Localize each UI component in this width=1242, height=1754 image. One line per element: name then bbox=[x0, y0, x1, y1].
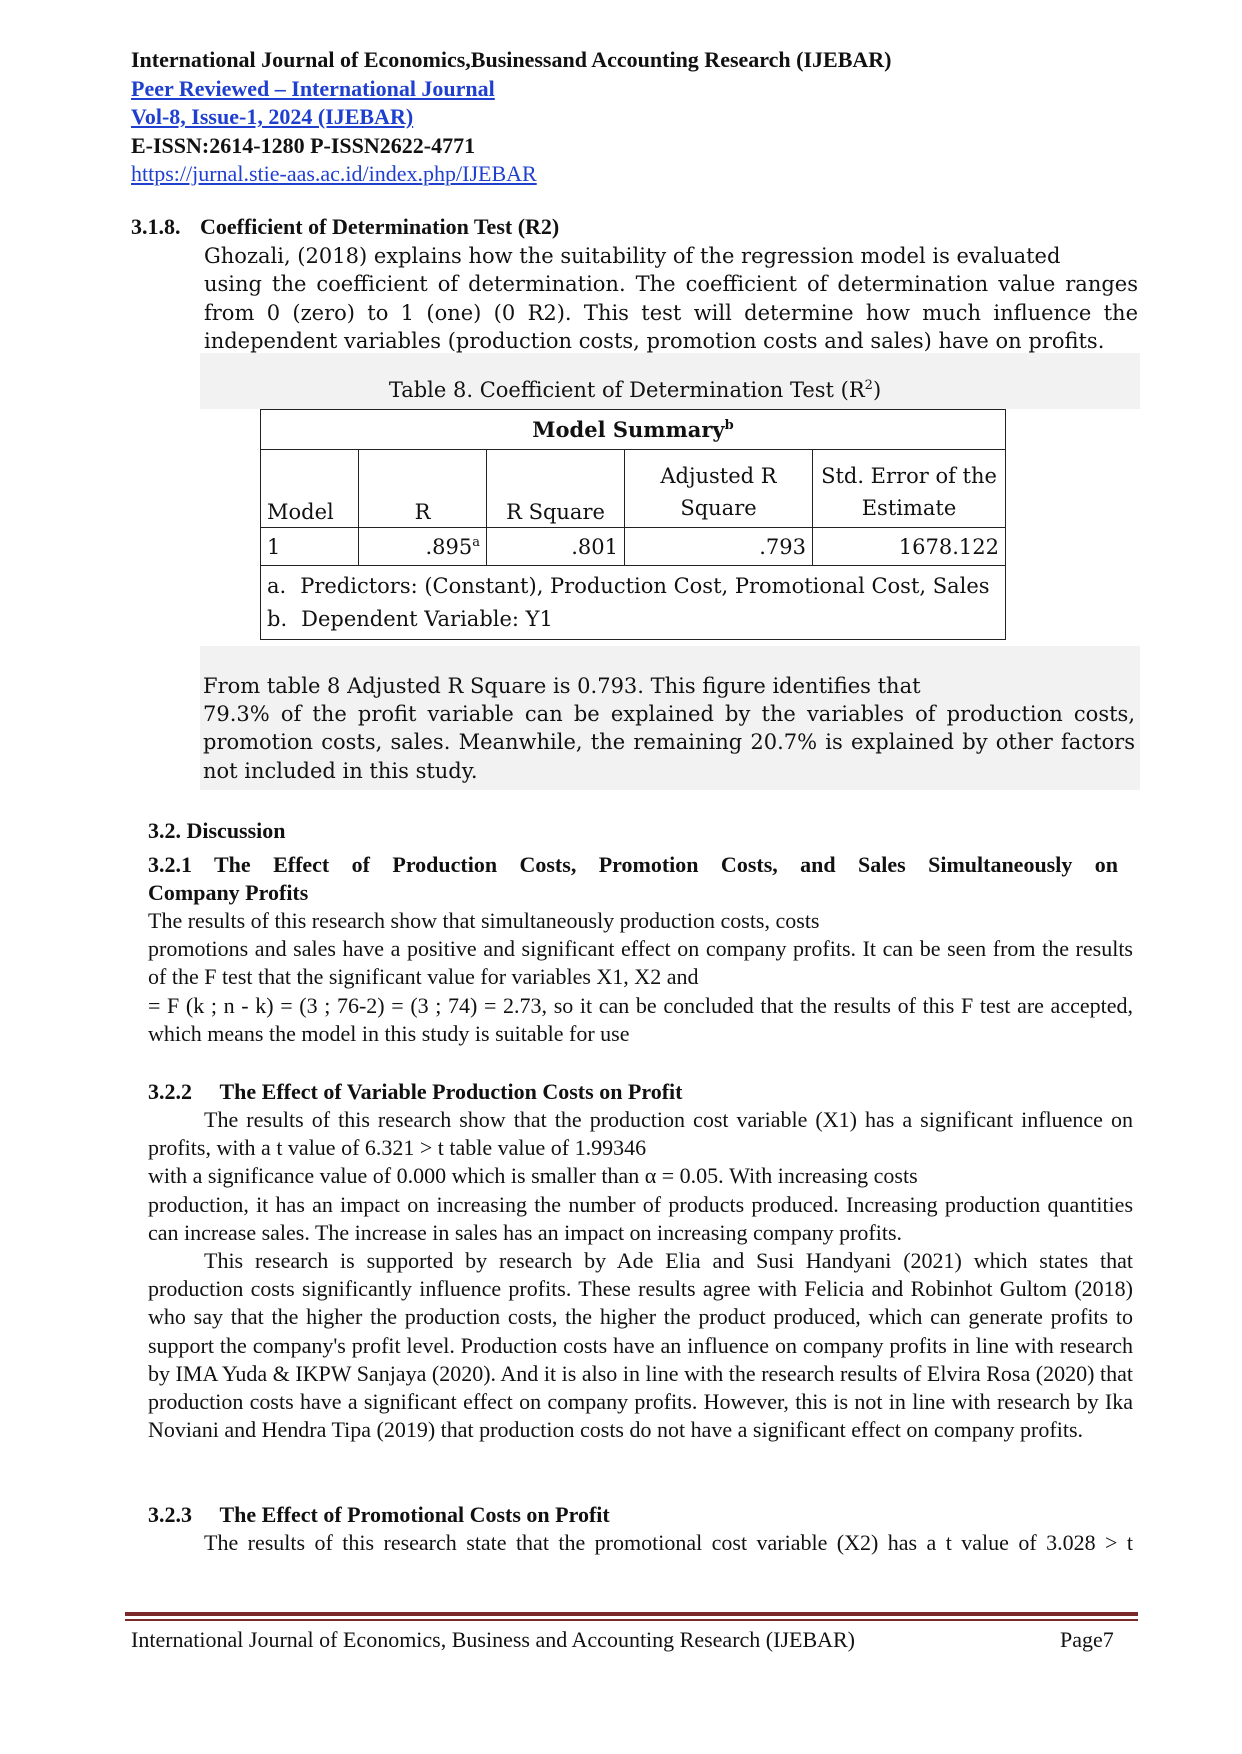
section-3-2-2-heading bbox=[148, 1078, 683, 1106]
header-r: R bbox=[359, 450, 487, 528]
table-caption bbox=[200, 378, 1070, 402]
header-adjusted-line2: Square bbox=[680, 496, 757, 520]
section-3-2-2-body bbox=[148, 1106, 1133, 1444]
section-3-2-1-body bbox=[148, 907, 1133, 1048]
peer-reviewed-link[interactable]: Peer Reviewed – International Journal bbox=[131, 75, 495, 101]
paragraph: The results of this research show that the production cost variable (X1) has a significant influence on profits, with a t value of 6.321 > t table value of 1.99346 bbox=[148, 1107, 1133, 1161]
header-std-error bbox=[813, 450, 1006, 528]
volume-link[interactable]: Vol-8, Issue-1, 2024 (IJEBAR) bbox=[131, 104, 414, 129]
r-superscript: a bbox=[472, 534, 480, 550]
note-a-label: a. bbox=[267, 573, 287, 598]
journal-header bbox=[131, 46, 892, 189]
header-std-line2: Estimate bbox=[861, 496, 957, 520]
note-a-text: Predictors: (Constant), Production Cost, Promotional Cost, Sales bbox=[300, 573, 990, 598]
cell-adjusted-r-square: .793 bbox=[625, 528, 813, 566]
section-3-2-3-body: The results of this research state that the promotional cost variable (X2) has a t value of 3.028 > t bbox=[204, 1530, 1133, 1555]
note-b-text: Dependent Variable: Y1 bbox=[301, 606, 553, 631]
header-adjusted-line1: Adjusted R bbox=[660, 464, 777, 488]
paragraph-line: Ghozali, (2018) explains how the suitability of the regression model is evaluated bbox=[204, 244, 1061, 268]
paragraph: = F (k ; n - k) = (3 ; 76-2) = (3 ; 74) = 2.73, so it can be concluded that the results of this F test are accepted, which means the model in this study is suitable for use bbox=[148, 992, 1133, 1046]
cell-model: 1 bbox=[261, 528, 359, 566]
section-3-1-8-heading bbox=[131, 213, 559, 241]
section-3-2-3-heading bbox=[148, 1501, 610, 1529]
model-summary-table bbox=[260, 409, 1006, 640]
note-b bbox=[267, 603, 999, 636]
header-adjusted-r-square bbox=[625, 450, 813, 528]
section-3-2-heading: 3.2. Discussion bbox=[148, 818, 286, 843]
note-b-label: b. bbox=[267, 606, 288, 631]
caption-text: Table 8. Coefficient of Determination Test (R bbox=[388, 378, 865, 402]
paragraph: 79.3% of the profit variable can be explained by the variables of production costs, promotion costs, sales. Meanwhile, the remaining 20.7% is explained by other factors not included in this study. bbox=[203, 702, 1135, 783]
heading-line1: 3.2.1 The Effect of Production Costs, Promotion Costs, and Sales Simultaneously on bbox=[148, 852, 1118, 877]
section-number: 3.2.3 bbox=[148, 1502, 192, 1527]
paragraph: production, it has an impact on increasing the number of products produced. Increasing production quantities can increase sales. The increase in sales has an impact on increasing company profits. bbox=[148, 1191, 1133, 1245]
paragraph-line: From table 8 Adjusted R Square is 0.793. This figure identifies that bbox=[203, 674, 921, 698]
caption-superscript: 2 bbox=[864, 378, 873, 393]
section-3-2-1-heading bbox=[148, 851, 1118, 907]
paragraph: using the coefficient of determination. The coefficient of determination value ranges from 0 (zero) to 1 (one) (0 R2). This test will determine how much influence the independent variables (production costs, promotion costs and sales) have on profits. bbox=[204, 272, 1138, 353]
table-title-cell bbox=[261, 410, 1006, 450]
cell-std-error: 1678.122 bbox=[813, 528, 1006, 566]
cell-r-square: .801 bbox=[487, 528, 625, 566]
cell-r bbox=[359, 528, 487, 566]
footer-journal: International Journal of Economics, Business and Accounting Research (IJEBAR) bbox=[131, 1627, 856, 1652]
paragraph-line: with a significance value of 0.000 which is smaller than α = 0.05. With increasing costs bbox=[148, 1163, 918, 1189]
paragraph-line: The results of this research show that simultaneously production costs, costs bbox=[148, 908, 820, 933]
footer-rule-thick bbox=[125, 1612, 1138, 1616]
section-number: 3.2.2 bbox=[148, 1079, 192, 1104]
header-model: Model bbox=[261, 450, 359, 528]
after-table-paragraph bbox=[203, 672, 1135, 785]
paragraph: This research is supported by research by Ade Elia and Susi Handyani (2021) which states that production costs significantly influence profits. These results agree with Felicia and Robinhot Gultom (2018) who say that the higher the production costs, the higher the product produced, which can generate profits to support the company's profit level. Production costs have an influence on company profits in line with research by IMA Yuda & IKPW Sanjaya (2020). And it is also in line with the research results of Elvira Rosa (2020) that production costs have a significant effect on company profits. However, this is not in line with research by Ika Noviani and Hendra Tipa (2019) that production costs do not have a significant effect on company profits. bbox=[148, 1248, 1133, 1443]
header-std-line1: Std. Error of the bbox=[821, 464, 997, 488]
issn: E-ISSN:2614-1280 P-ISSN2622-4771 bbox=[131, 132, 476, 158]
footer-rule-thin bbox=[125, 1619, 1138, 1621]
section-title: Coefficient of Determination Test (R2) bbox=[200, 214, 560, 239]
table-title-superscript: b bbox=[724, 418, 734, 433]
page-number: Page7 bbox=[1060, 1627, 1114, 1652]
caption-end: ) bbox=[872, 378, 882, 402]
r-value: .895 bbox=[425, 534, 473, 559]
table-notes bbox=[261, 566, 1006, 640]
section-title: The Effect of Variable Production Costs on Profit bbox=[219, 1079, 683, 1104]
paragraph: promotions and sales have a positive and significant effect on company profits. It can be seen from the results of the F test that the significant value for variables X1, X2 and bbox=[148, 936, 1133, 990]
section-3-1-8-body bbox=[204, 242, 1138, 355]
section-number: 3.1.8. bbox=[131, 214, 181, 239]
note-a bbox=[267, 570, 999, 603]
section-title: The Effect of Promotional Costs on Profit bbox=[219, 1502, 610, 1527]
heading-line2: Company Profits bbox=[148, 880, 309, 906]
journal-url-link[interactable]: https://jurnal.stie-aas.ac.id/index.php/IJEBAR bbox=[131, 161, 537, 186]
header-r-square: R Square bbox=[487, 450, 625, 528]
table-title: Model Summary bbox=[532, 417, 725, 442]
journal-title: International Journal of Economics,Businessand Accounting Research (IJEBAR) bbox=[131, 47, 892, 72]
